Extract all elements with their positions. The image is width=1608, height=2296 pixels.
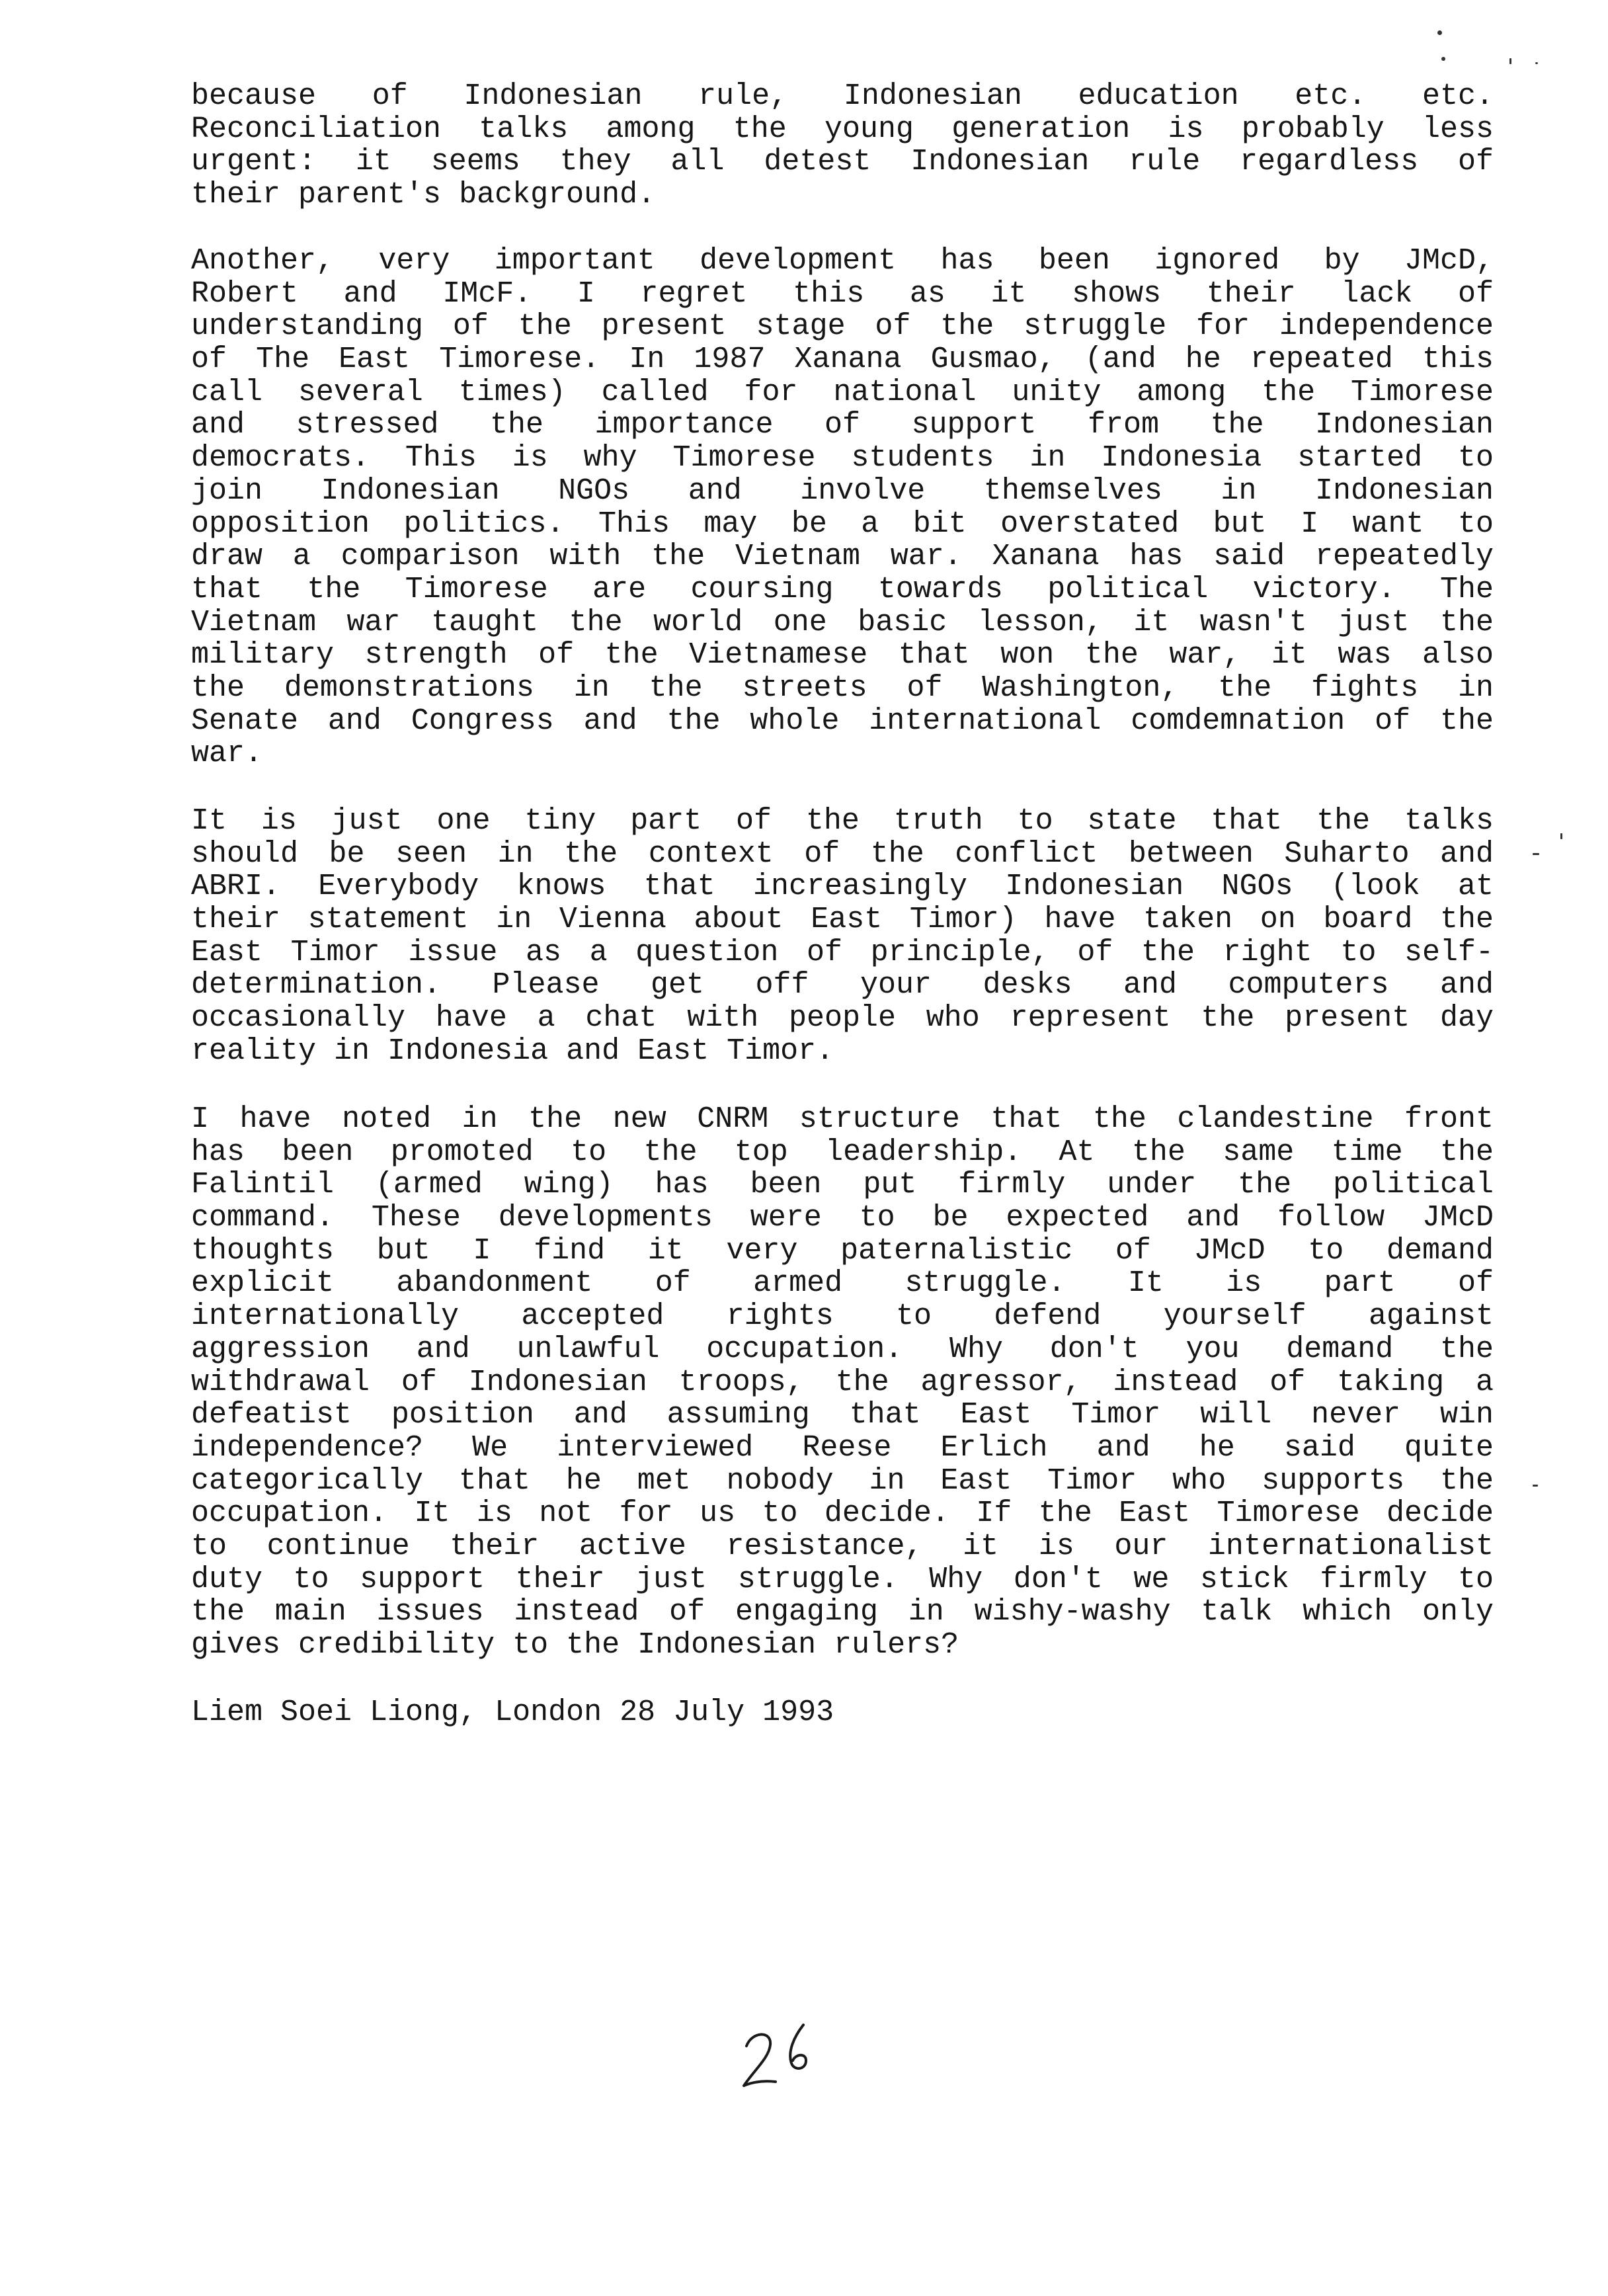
text-line: should be seen in the context of the conflict between Suharto and xyxy=(191,837,1494,871)
text-line: occupation. It is not for us to decide. If the East Timorese decide xyxy=(191,1496,1494,1531)
text-line: to continue their active resistance, it is our internationalist xyxy=(191,1529,1494,1563)
text-line: internationally accepted rights to defend yourself against xyxy=(191,1299,1494,1334)
scan-speck xyxy=(1533,853,1539,855)
text-line: command. These developments were to be expected and follow JMcD xyxy=(191,1201,1494,1235)
scan-speck xyxy=(1509,58,1511,64)
text-line: I have noted in the new CNRM structure that the clandestine front xyxy=(191,1102,1494,1136)
text-line: It is just one tiny part of the truth to state that the talks xyxy=(191,804,1494,838)
text-line: reality in Indonesia and East Timor. xyxy=(191,1034,834,1068)
text-line: Another, very important development has been ignored by JMcD, xyxy=(191,244,1494,278)
text-line: their parent's background. xyxy=(191,178,656,212)
text-line: war. xyxy=(191,737,263,771)
text-line: Vietnam war taught the world one basic lesson, it wasn't just the xyxy=(191,605,1494,639)
paragraph-4 xyxy=(191,1103,1494,1662)
text-line: Falintil (armed wing) has been put firmly under the political xyxy=(191,1168,1494,1202)
text-line: ABRI. Everybody knows that increasingly Indonesian NGOs (look at xyxy=(191,870,1494,904)
text-line: draw a comparison with the Vietnam war. Xanana has said repeatedly xyxy=(191,540,1494,574)
text-line: occasionally have a chat with people who represent the present day xyxy=(191,1001,1494,1036)
scan-speck xyxy=(1560,833,1562,839)
paragraph-2 xyxy=(191,245,1494,770)
text-line: the main issues instead of engaging in wishy-washy talk which only xyxy=(191,1595,1494,1629)
text-line: Reconciliation talks among the young generation is probably less xyxy=(191,112,1494,146)
handwritten-page-number xyxy=(737,2017,830,2096)
text-line: categorically that he met nobody in East Timor who supports the xyxy=(191,1463,1494,1498)
text-line: East Timor issue as a question of principle, of the right to self- xyxy=(191,935,1494,969)
text-line: Senate and Congress and the whole international comdemnation of the xyxy=(191,704,1494,738)
text-line: independence? We interviewed Reese Erlich and he said quite xyxy=(191,1430,1494,1465)
text-line: and stressed the importance of support from the Indonesian xyxy=(191,408,1494,442)
scan-speck xyxy=(1535,62,1538,64)
text-line: understanding of the present stage of the struggle for independence xyxy=(191,309,1494,344)
text-line: of The East Timorese. In 1987 Xanana Gusmao, (and he repeated this xyxy=(191,343,1494,377)
text-line: thoughts but I find it very paternalistic of JMcD to demand xyxy=(191,1233,1494,1268)
text-line: gives credibility to the Indonesian rulers? xyxy=(191,1628,959,1662)
paragraph-3 xyxy=(191,805,1494,1068)
text-line: has been promoted to the top leadership. At the same time the xyxy=(191,1135,1494,1169)
page-number-drawing xyxy=(737,2017,830,2096)
text-line: aggression and unlawful occupation. Why don't you demand the xyxy=(191,1332,1494,1366)
paragraph-1 xyxy=(191,80,1494,212)
text-line: urgent: it seems they all detest Indonesian rule regardless of xyxy=(191,145,1494,179)
scan-speck xyxy=(1437,30,1442,35)
signature-line: Liem Soei Liong, London 28 July 1993 xyxy=(191,1696,834,1729)
text-line: the demonstrations in the streets of Washington, the fights in xyxy=(191,671,1494,705)
text-line: Robert and IMcF. I regret this as it shows their lack of xyxy=(191,276,1494,311)
text-line: determination. Please get off your desks and computers and xyxy=(191,968,1494,1003)
scan-speck xyxy=(1533,1485,1538,1487)
text-line: that the Timorese are coursing towards political victory. The xyxy=(191,572,1494,606)
text-line: duty to support their just struggle. Why don't we stick firmly to xyxy=(191,1562,1494,1596)
text-line: call several times) called for national unity among the Timorese xyxy=(191,375,1494,409)
text-line: withdrawal of Indonesian troops, the agressor, instead of taking a xyxy=(191,1365,1494,1399)
text-line: their statement in Vienna about East Timor) have taken on board the xyxy=(191,903,1494,937)
text-line: defeatist position and assuming that East Timor will never win xyxy=(191,1398,1494,1432)
text-line: join Indonesian NGOs and involve themselves in Indonesian xyxy=(191,473,1494,508)
scan-speck xyxy=(1441,57,1445,61)
text-line: democrats. This is why Timorese students in Indonesia started to xyxy=(191,441,1494,475)
text-line: opposition politics. This may be a bit overstated but I want to xyxy=(191,507,1494,541)
text-line: because of Indonesian rule, Indonesian education etc. etc. xyxy=(191,79,1494,113)
text-line: explicit abandonment of armed struggle. It is part of xyxy=(191,1266,1494,1301)
text-line: military strength of the Vietnamese that won the war, it was also xyxy=(191,638,1494,673)
